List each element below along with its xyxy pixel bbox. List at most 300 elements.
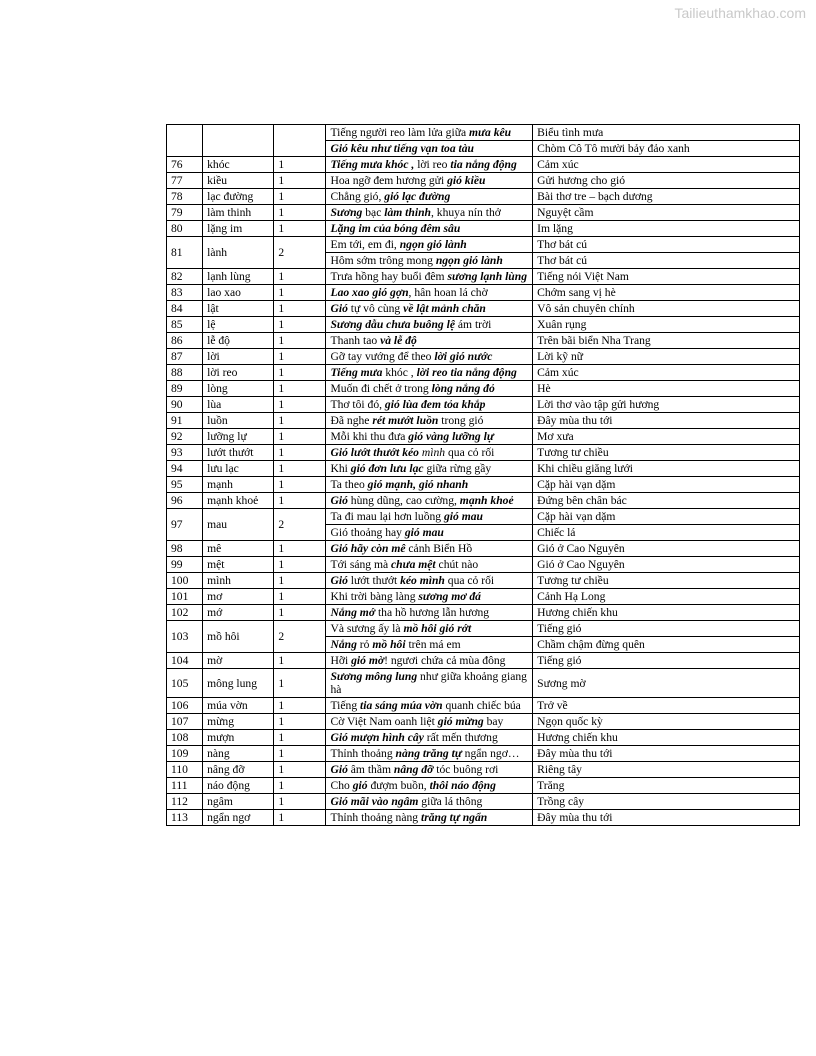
- example-text: Thanh tao: [330, 334, 381, 347]
- word-cell: mạnh: [203, 477, 274, 493]
- word-cell: mơ: [203, 589, 274, 605]
- word-cell: nâng đỡ: [203, 762, 274, 778]
- table-row: [167, 237, 800, 253]
- source-cell: Lời thơ vào tập gửi hương: [533, 397, 800, 413]
- example-text: giữa lá thông: [418, 795, 483, 808]
- highlight-wrapper: [330, 206, 362, 219]
- highlight-wrapper: [330, 606, 375, 619]
- example-cell: [326, 621, 533, 637]
- highlight-text: Nắng mớ: [330, 606, 376, 619]
- example-cell: [326, 653, 533, 669]
- table-row: [167, 477, 800, 493]
- example-cell: [326, 541, 533, 557]
- example-text: Muốn đi chết ở trong: [330, 382, 432, 395]
- table-row: [167, 205, 800, 221]
- example-text: Em tới, em đi,: [330, 238, 400, 251]
- count-cell: 1: [274, 493, 326, 509]
- highlight-text: mưa kêu: [469, 126, 512, 139]
- example-cell: [326, 714, 533, 730]
- row-number-cell: 107: [167, 714, 203, 730]
- highlight-wrapper: [330, 731, 423, 744]
- word-cell: lễ độ: [203, 333, 274, 349]
- count-cell: 1: [274, 189, 326, 205]
- highlight-text: sương lạnh lùng: [447, 270, 528, 283]
- example-text: Đã nghe: [330, 414, 373, 427]
- source-cell: Cặp hài vạn dặm: [533, 477, 800, 493]
- source-cell: Thơ bát cú: [533, 253, 800, 269]
- word-cell: lạc đường: [203, 189, 274, 205]
- highlight-text: mạnh khoẻ: [459, 494, 514, 507]
- word-cell: mớ: [203, 605, 274, 621]
- example-text: , khuya nín thở: [430, 206, 501, 219]
- table-row: [167, 125, 800, 141]
- row-number-cell: 103: [167, 621, 203, 653]
- row-number-cell: 76: [167, 157, 203, 173]
- highlight-text: Gió lướt thướt kéo: [330, 446, 419, 459]
- count-cell: 1: [274, 794, 326, 810]
- example-cell: [326, 189, 533, 205]
- example-text: âm thầm: [347, 763, 394, 776]
- table-row: [167, 794, 800, 810]
- highlight-text: Gió mượn hình cây: [330, 731, 424, 744]
- row-number-cell: 87: [167, 349, 203, 365]
- row-number-cell: 85: [167, 317, 203, 333]
- example-text: Mỗi khi thu đưa: [330, 430, 409, 443]
- highlight-wrapper: [330, 574, 347, 587]
- count-cell: 1: [274, 746, 326, 762]
- source-cell: Chầm chậm đừng quên: [533, 637, 800, 653]
- example-cell: [326, 301, 533, 317]
- source-cell: Chớm sang vị hè: [533, 285, 800, 301]
- source-cell: Gió ở Cao Nguyên: [533, 541, 800, 557]
- example-text: tóc buông rơi: [433, 763, 499, 776]
- highlight-text: Tiếng mưa khóc ,: [330, 158, 415, 171]
- highlight-text: tia sáng múa vờn: [360, 699, 443, 712]
- example-text: Khi: [330, 462, 351, 475]
- table-row: [167, 397, 800, 413]
- word-cell: lướt thướt: [203, 445, 274, 461]
- source-cell: Tương tư chiều: [533, 573, 800, 589]
- example-cell: [326, 461, 533, 477]
- example-cell: [326, 173, 533, 189]
- highlight-wrapper: [372, 638, 405, 651]
- highlight-wrapper: [353, 779, 368, 792]
- source-cell: Lời kỹ nữ: [533, 349, 800, 365]
- row-number-cell: 102: [167, 605, 203, 621]
- count-cell: 1: [274, 698, 326, 714]
- example-cell: [326, 221, 533, 237]
- count-cell: 1: [274, 349, 326, 365]
- highlight-text: Sương dẫu chưa buông lệ: [330, 318, 455, 331]
- example-text: Tiếng người reo làm lửa giữa: [330, 126, 470, 139]
- source-cell: Tiếng gió: [533, 621, 800, 637]
- example-cell: [326, 573, 533, 589]
- highlight-wrapper: [469, 126, 511, 139]
- highlight-wrapper: [408, 430, 494, 443]
- example-text: Tới sáng mà: [330, 558, 392, 571]
- row-number-cell: 112: [167, 794, 203, 810]
- highlight-wrapper: [430, 779, 496, 792]
- example-cell: [326, 669, 533, 698]
- highlight-text: Nắng: [330, 638, 357, 651]
- highlight-wrapper: [330, 795, 418, 808]
- example-cell: [326, 141, 533, 157]
- source-cell: Mơ xưa: [533, 429, 800, 445]
- highlight-wrapper: [450, 158, 516, 171]
- count-cell: 1: [274, 653, 326, 669]
- example-cell: [326, 269, 533, 285]
- count-cell: 1: [274, 429, 326, 445]
- highlight-wrapper: [403, 622, 471, 635]
- highlight-text: gió đơn lưu lạc: [350, 462, 424, 475]
- highlight-text: gió mau: [404, 526, 444, 539]
- source-cell: Sương mờ: [533, 669, 800, 698]
- example-cell: [326, 349, 533, 365]
- count-cell: 1: [274, 317, 326, 333]
- table-row: [167, 269, 800, 285]
- source-cell: Tiếng nói Việt Nam: [533, 269, 800, 285]
- table-row: [167, 621, 800, 637]
- source-cell: Cảm xúc: [533, 365, 800, 381]
- example-cell: [326, 794, 533, 810]
- highlight-wrapper: [330, 222, 460, 235]
- highlight-wrapper: [330, 302, 347, 315]
- count-cell: 1: [274, 810, 326, 826]
- highlight-wrapper: [396, 747, 462, 760]
- source-cell: Khi chiều giăng lưới: [533, 461, 800, 477]
- highlight-text: nàng trăng tự: [395, 747, 462, 760]
- count-cell: 1: [274, 157, 326, 173]
- count-cell: 1: [274, 173, 326, 189]
- source-cell: Ngọn quốc kỳ: [533, 714, 800, 730]
- table-row: [167, 349, 800, 365]
- row-number-cell: 93: [167, 445, 203, 461]
- example-text: Hỡi: [330, 654, 352, 667]
- count-cell: 1: [274, 714, 326, 730]
- highlight-wrapper: [400, 238, 467, 251]
- example-cell: [326, 205, 533, 221]
- source-cell: Vô sản chuyên chính: [533, 301, 800, 317]
- word-cell: lưỡng lự: [203, 429, 274, 445]
- example-text: Chẳng gió,: [330, 190, 385, 203]
- example-text: chút nào: [435, 558, 479, 571]
- word-cell: mê: [203, 541, 274, 557]
- example-cell: [326, 125, 533, 141]
- source-cell: Gửi hương cho gió: [533, 173, 800, 189]
- highlight-wrapper: [330, 638, 356, 651]
- example-text: Gỡ tay vướng để theo: [330, 350, 435, 363]
- source-cell: Trăng: [533, 778, 800, 794]
- source-cell: Bài thơ tre – bạch dương: [533, 189, 800, 205]
- word-cell: náo động: [203, 778, 274, 794]
- example-cell: [326, 493, 533, 509]
- highlight-wrapper: [438, 715, 484, 728]
- highlight-text: Gió: [330, 494, 348, 507]
- count-cell: 1: [274, 762, 326, 778]
- example-cell: [326, 397, 533, 413]
- highlight-text: về lật mảnh chăn: [403, 302, 486, 315]
- row-number-cell: 82: [167, 269, 203, 285]
- row-number-cell: 95: [167, 477, 203, 493]
- count-cell: 1: [274, 461, 326, 477]
- example-text: Khi trời bàng làng: [330, 590, 419, 603]
- word-cell: mệt: [203, 557, 274, 573]
- table-row: [167, 589, 800, 605]
- example-cell: [326, 698, 533, 714]
- row-number-cell: 100: [167, 573, 203, 589]
- word-cell: lùa: [203, 397, 274, 413]
- highlight-wrapper: [330, 158, 414, 171]
- row-number-cell: 92: [167, 429, 203, 445]
- row-number-cell: 105: [167, 669, 203, 698]
- source-cell: Im lặng: [533, 221, 800, 237]
- source-cell: Tiếng gió: [533, 653, 800, 669]
- table-row: [167, 429, 800, 445]
- table-row: [167, 605, 800, 621]
- table-row: [167, 762, 800, 778]
- source-cell: Riêng tây: [533, 762, 800, 778]
- count-cell: 1: [274, 381, 326, 397]
- example-text: rỏ: [356, 638, 373, 651]
- word-cell: lành: [203, 237, 274, 269]
- example-cell: [326, 445, 533, 461]
- example-text: Hoa ngỡ đem hương gửi: [330, 174, 448, 187]
- highlight-text: trăng tự ngẩn: [420, 811, 488, 824]
- source-cell: Cặp hài vạn dặm: [533, 509, 800, 525]
- word-cell: lời reo: [203, 365, 274, 381]
- highlight-wrapper: [384, 190, 450, 203]
- example-cell: [326, 317, 533, 333]
- highlight-wrapper: [421, 811, 487, 824]
- example-text: qua cỏ rối: [444, 574, 495, 587]
- example-cell: [326, 237, 533, 253]
- highlight-text: gió lạc đường: [384, 190, 451, 203]
- table-row: [167, 509, 800, 525]
- count-cell: 1: [274, 477, 326, 493]
- word-cell: mờ: [203, 653, 274, 669]
- row-number-cell: 111: [167, 778, 203, 794]
- row-number-cell: 79: [167, 205, 203, 221]
- highlight-wrapper: [330, 494, 347, 507]
- highlight-wrapper: [330, 366, 382, 379]
- source-cell: Đây mùa thu tới: [533, 413, 800, 429]
- highlight-wrapper: [391, 558, 436, 571]
- highlight-wrapper: [384, 206, 431, 219]
- example-text: trong gió: [438, 414, 484, 427]
- row-number-cell: 90: [167, 397, 203, 413]
- highlight-text: ngọn gió lành: [399, 238, 467, 251]
- table-row: [167, 810, 800, 826]
- source-cell: Đứng bên chân bác: [533, 493, 800, 509]
- example-text: lướt thướt: [347, 574, 401, 587]
- highlight-text: Lặng im của bóng đêm sâu: [330, 222, 461, 235]
- highlight-wrapper: [330, 763, 347, 776]
- word-cell: nàng: [203, 746, 274, 762]
- word-table: [166, 124, 800, 826]
- example-text: hùng dũng, cao cường,: [347, 494, 460, 507]
- highlight-text: Sương mông lung: [330, 670, 418, 683]
- highlight-text: Lao xao gió gợn: [330, 286, 409, 299]
- word-cell: làm thinh: [203, 205, 274, 221]
- table-row: [167, 669, 800, 698]
- highlight-wrapper: [434, 350, 492, 363]
- word-cell: lời: [203, 349, 274, 365]
- example-text: Hôm sớm trông mong: [330, 254, 436, 267]
- row-number-cell: 86: [167, 333, 203, 349]
- highlight-text: gió mạnh, gió nhanh: [367, 478, 469, 491]
- example-text: mình: [418, 446, 446, 459]
- table-row: [167, 285, 800, 301]
- source-cell: Tương tư chiều: [533, 445, 800, 461]
- example-cell: [326, 605, 533, 621]
- word-cell: luồn: [203, 413, 274, 429]
- table-row: [167, 189, 800, 205]
- highlight-text: rét mướt luồn: [372, 414, 439, 427]
- highlight-wrapper: [447, 174, 485, 187]
- highlight-wrapper: [330, 542, 405, 555]
- example-text: Trưa hồng hay buổi đêm: [330, 270, 448, 283]
- table-row: [167, 730, 800, 746]
- row-number-cell: [167, 125, 203, 157]
- example-text: Ta theo: [330, 478, 368, 491]
- example-text: ám trời: [454, 318, 492, 331]
- count-cell: 2: [274, 237, 326, 269]
- example-text: Thơ tôi đó,: [330, 398, 385, 411]
- highlight-wrapper: [330, 670, 417, 683]
- source-cell: Cảnh Hạ Long: [533, 589, 800, 605]
- highlight-text: gió mờ: [351, 654, 385, 667]
- row-number-cell: 83: [167, 285, 203, 301]
- source-cell: Gió ở Cao Nguyên: [533, 557, 800, 573]
- word-cell: ngâm: [203, 794, 274, 810]
- count-cell: 1: [274, 605, 326, 621]
- example-text: bạc: [362, 206, 385, 219]
- highlight-text: Gió kêu như tiếng vạn toa tàu: [330, 142, 475, 155]
- example-cell: [326, 477, 533, 493]
- highlight-wrapper: [368, 478, 469, 491]
- row-number-cell: 108: [167, 730, 203, 746]
- highlight-text: gió mau: [444, 510, 483, 523]
- row-number-cell: 91: [167, 413, 203, 429]
- example-text: tự vô cùng: [347, 302, 404, 315]
- highlight-wrapper: [360, 699, 443, 712]
- word-cell: mượn: [203, 730, 274, 746]
- highlight-wrapper: [351, 462, 424, 475]
- example-cell: [326, 253, 533, 269]
- highlight-text: ngọn gió lành: [435, 254, 503, 267]
- count-cell: 1: [274, 573, 326, 589]
- table-row: [167, 301, 800, 317]
- count-cell: 1: [274, 669, 326, 698]
- count-cell: 1: [274, 413, 326, 429]
- table-body: [167, 125, 800, 826]
- word-cell: mạnh khoẻ: [203, 493, 274, 509]
- table-row: [167, 317, 800, 333]
- source-cell: Hè: [533, 381, 800, 397]
- example-cell: [326, 637, 533, 653]
- highlight-text: Gió: [330, 302, 348, 315]
- highlight-text: mồ hôi gió rớt: [403, 622, 472, 635]
- highlight-text: lòng nắng đỏ: [431, 382, 495, 395]
- highlight-text: sương mơ đá: [418, 590, 481, 603]
- row-number-cell: 88: [167, 365, 203, 381]
- highlight-text: Sương: [330, 206, 363, 219]
- source-cell: Hương chiến khu: [533, 605, 800, 621]
- highlight-text: gió: [352, 779, 368, 792]
- highlight-text: làm thinh: [384, 206, 431, 219]
- count-cell: 1: [274, 557, 326, 573]
- example-cell: [326, 157, 533, 173]
- word-cell: lặng im: [203, 221, 274, 237]
- highlight-text: kéo mình: [400, 574, 445, 587]
- count-cell: 1: [274, 301, 326, 317]
- row-number-cell: 96: [167, 493, 203, 509]
- word-cell: lòng: [203, 381, 274, 397]
- table-row: [167, 573, 800, 589]
- source-cell: Trồng cây: [533, 794, 800, 810]
- count-cell: 1: [274, 365, 326, 381]
- row-number-cell: 106: [167, 698, 203, 714]
- example-text: qua cỏ rối: [445, 446, 495, 459]
- word-cell: mừng: [203, 714, 274, 730]
- source-cell: Biểu tình mưa: [533, 125, 800, 141]
- word-cell: lưu lạc: [203, 461, 274, 477]
- highlight-wrapper: [380, 334, 417, 347]
- example-text: lời reo: [414, 158, 451, 171]
- table-row: [167, 653, 800, 669]
- example-text: khóc ,: [382, 366, 417, 379]
- highlight-text: mồ hôi: [372, 638, 406, 651]
- highlight-text: gió vàng lưỡng lự: [408, 430, 494, 443]
- example-text: Và sương ấy là: [330, 622, 404, 635]
- word-cell: mông lung: [203, 669, 274, 698]
- word-cell: ngẩn ngơ: [203, 810, 274, 826]
- table-row: [167, 365, 800, 381]
- count-cell: 1: [274, 397, 326, 413]
- example-text: Tiếng: [330, 699, 361, 712]
- count-cell: 1: [274, 285, 326, 301]
- highlight-text: chưa mệt: [391, 558, 436, 571]
- example-text: quanh chiếc búa: [442, 699, 521, 712]
- table-row: [167, 173, 800, 189]
- count-cell: 1: [274, 445, 326, 461]
- highlight-wrapper: [372, 414, 438, 427]
- source-cell: Nguyệt cầm: [533, 205, 800, 221]
- count-cell: [274, 125, 326, 157]
- row-number-cell: 101: [167, 589, 203, 605]
- highlight-wrapper: [400, 574, 445, 587]
- highlight-wrapper: [330, 446, 419, 459]
- word-cell: lao xao: [203, 285, 274, 301]
- highlight-text: Tiếng mưa: [330, 366, 383, 379]
- example-cell: [326, 413, 533, 429]
- example-text: , hân hoan lá chờ: [408, 286, 488, 299]
- highlight-text: lời reo tia nắng động: [416, 366, 517, 379]
- example-text: rất mến thương: [423, 731, 498, 744]
- example-text: bay: [483, 715, 504, 728]
- highlight-wrapper: [418, 590, 481, 603]
- example-text: ! ngươi chứa cả mùa đông: [384, 654, 506, 667]
- source-cell: Trở về: [533, 698, 800, 714]
- highlight-text: và lễ độ: [380, 334, 417, 347]
- example-cell: [326, 778, 533, 794]
- word-cell: [203, 125, 274, 157]
- row-number-cell: 109: [167, 746, 203, 762]
- word-cell: mình: [203, 573, 274, 589]
- watermark: Tailieuthamkhao.com: [674, 5, 806, 21]
- word-cell: mồ hôi: [203, 621, 274, 653]
- row-number-cell: 98: [167, 541, 203, 557]
